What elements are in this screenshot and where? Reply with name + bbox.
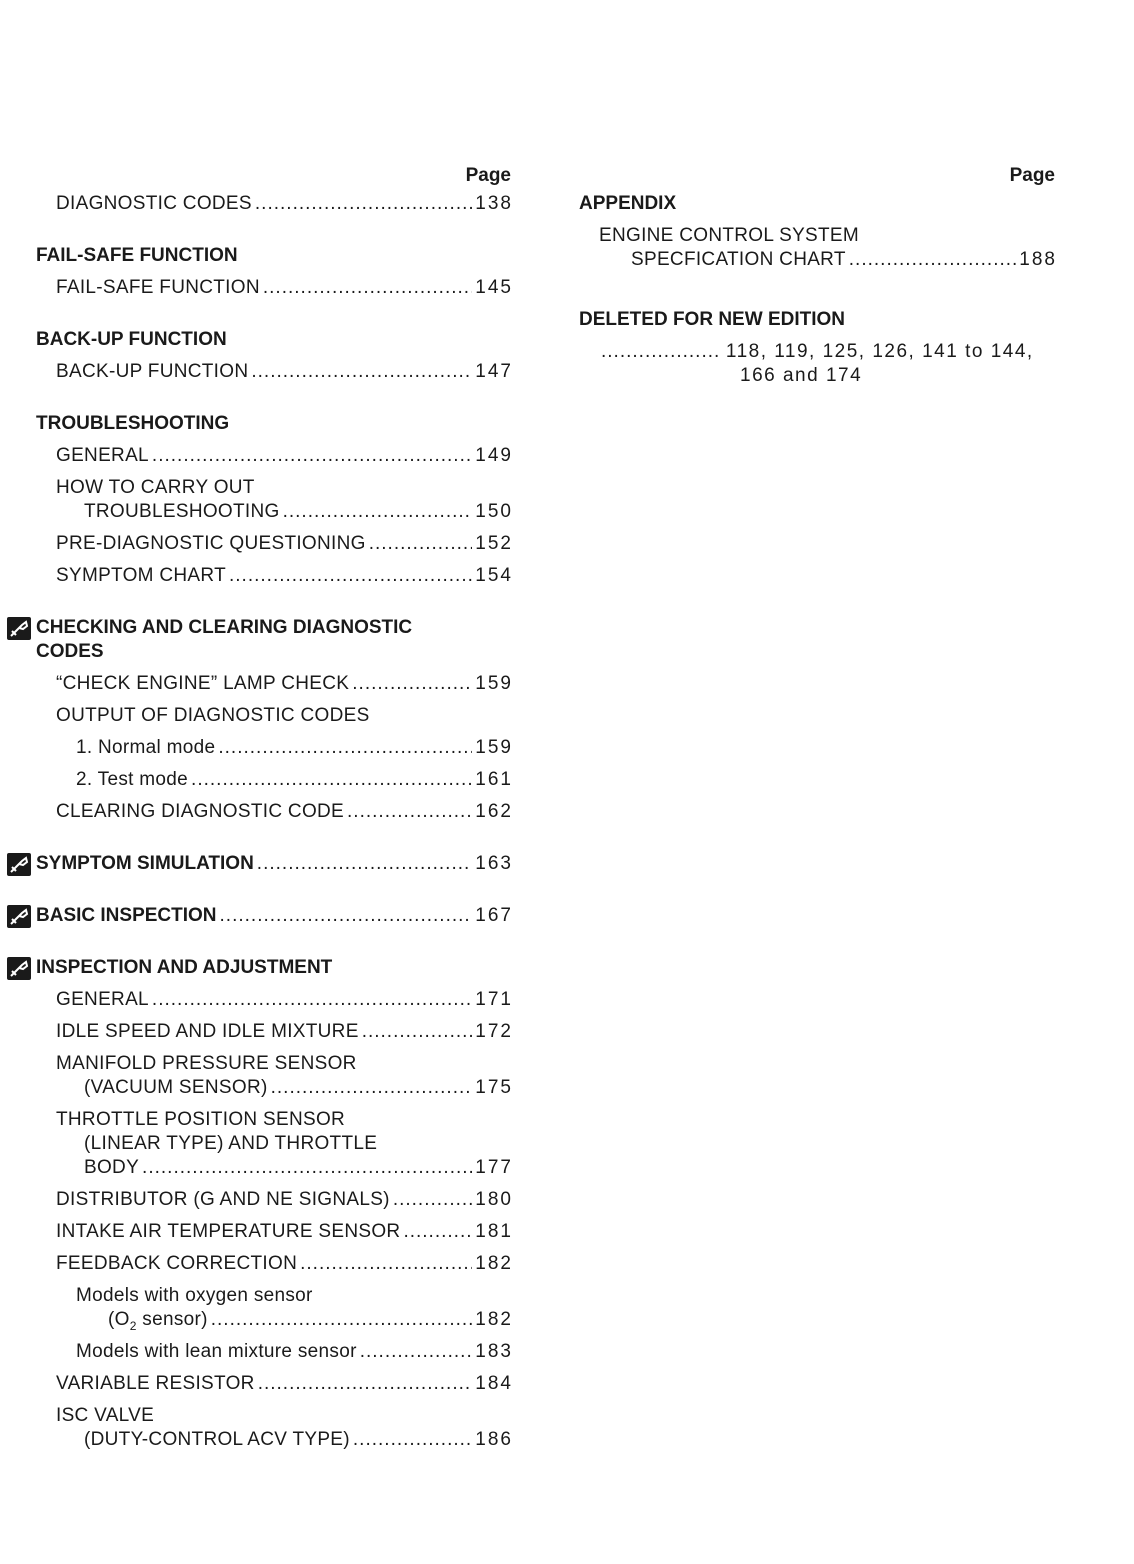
section-heading-inspection-adjustment: INSPECTION AND ADJUSTMENT	[36, 936, 511, 988]
page-number: 181	[475, 1221, 513, 1242]
toc-entry[interactable]: FAIL-SAFE FUNCTION ..... 145	[36, 276, 511, 308]
page-number: 167	[475, 905, 513, 926]
toc-entry[interactable]: THROTTLE POSITION SENSOR (LINEAR TYPE) AND THROTTLE BODY ..... 177	[36, 1108, 511, 1188]
page-column-header: Page	[465, 165, 511, 186]
toc-entry[interactable]: 2. Test mode ..... 161	[36, 768, 511, 800]
toc-entry[interactable]: Models with lean mixture sensor ..... 183	[36, 1340, 511, 1372]
toc-entry[interactable]: CLEARING DIAGNOSTIC CODE ..... 162	[36, 800, 511, 832]
section-heading-fail-safe: FAIL-SAFE FUNCTION	[36, 245, 238, 266]
page-number: 182	[475, 1309, 513, 1330]
page-number: 145	[475, 277, 513, 298]
page-number: 150	[475, 501, 513, 522]
page-number: 147	[475, 361, 513, 382]
page-number: 152	[475, 533, 513, 554]
page-number: 161	[475, 769, 513, 790]
page-number: 154	[475, 565, 513, 586]
toc-entry[interactable]: VARIABLE RESISTOR ..... 184	[36, 1372, 511, 1404]
page-column-header: Page	[1009, 165, 1055, 186]
toc-entry[interactable]: “CHECK ENGINE” LAMP CHECK ..... 159	[36, 672, 511, 704]
toc-entry[interactable]: 1. Normal mode ..... 159	[36, 736, 511, 768]
toc-entry[interactable]: IDLE SPEED AND IDLE MIXTURE ..... 172	[36, 1020, 511, 1052]
toc-entry[interactable]: GENERAL ..... 171	[36, 988, 511, 1020]
page-number: 186	[475, 1429, 513, 1450]
toc-entry[interactable]: Models with oxygen sensor ($O_2$ sensor) ..... 182	[36, 1284, 511, 1340]
page-number: 171	[475, 989, 513, 1010]
page-number: 159	[475, 737, 513, 758]
page-number: 182	[475, 1253, 513, 1274]
service-tool-icon	[7, 617, 31, 640]
toc-left-column	[36, 160, 511, 1460]
page-number: 172	[475, 1021, 513, 1042]
page-number: 188	[1019, 249, 1057, 270]
section-heading-symptom-simulation[interactable]: SYMPTOM SIMULATION ..... 163	[36, 832, 511, 884]
toc-entry[interactable]: BACK-UP FUNCTION ..... 147	[36, 360, 511, 392]
toc-entry[interactable]: GENERAL ..... 149	[36, 444, 511, 476]
toc-entry[interactable]: DISTRIBUTOR (G AND NE SIGNALS) ..... 180	[36, 1188, 511, 1220]
service-tool-icon	[7, 957, 31, 980]
toc-entry[interactable]: FEEDBACK CORRECTION ..... 182	[36, 1252, 511, 1284]
section-heading-appendix: APPENDIX	[579, 193, 677, 214]
service-tool-icon	[7, 853, 31, 876]
section-heading-checking-clearing: CHECKING AND CLEARING DIAGNOSTIC CODES	[36, 596, 511, 672]
deleted-pages-list: ................... 118, 119, 125, 126, 141 to 144, 166 and 174	[601, 341, 1034, 386]
page-number: 175	[475, 1077, 513, 1098]
page-number: 177	[475, 1157, 513, 1178]
section-heading-basic-inspection[interactable]: BASIC INSPECTION ..... 167	[36, 884, 511, 936]
page-number: 162	[475, 801, 513, 822]
section-heading-troubleshooting: TROUBLESHOOTING	[36, 413, 230, 434]
toc-entry[interactable]: DIAGNOSTIC CODES ..... 138	[36, 192, 511, 224]
page-number: 180	[475, 1189, 513, 1210]
toc-entry[interactable]: ENGINE CONTROL SYSTEM SPECFICATION CHART ..... 188	[579, 224, 1055, 280]
toc-entry[interactable]: INTAKE AIR TEMPERATURE SENSOR ..... 181	[36, 1220, 511, 1252]
page-number: 159	[475, 673, 513, 694]
page-number: 149	[475, 445, 513, 466]
toc-entry[interactable]: MANIFOLD PRESSURE SENSOR (VACUUM SENSOR) ..... 175	[36, 1052, 511, 1108]
toc-entry[interactable]: ISC VALVE (DUTY-CONTROL ACV TYPE) ..... 186	[36, 1404, 511, 1460]
page-number: 163	[475, 853, 513, 874]
toc-entry[interactable]: PRE-DIAGNOSTIC QUESTIONING ..... 152	[36, 532, 511, 564]
section-heading-deleted: DELETED FOR NEW EDITION	[579, 309, 845, 330]
toc-entry[interactable]: OUTPUT OF DIAGNOSTIC CODES	[56, 705, 370, 726]
service-tool-icon	[7, 905, 31, 928]
toc-entry[interactable]: SYMPTOM CHART ..... 154	[36, 564, 511, 596]
page-number: 138	[475, 193, 513, 214]
page-number: 183	[475, 1341, 513, 1362]
toc-entry[interactable]: HOW TO CARRY OUT TROUBLESHOOTING ..... 150	[36, 476, 511, 532]
toc-right-column	[579, 160, 1055, 396]
section-heading-back-up: BACK-UP FUNCTION	[36, 329, 227, 350]
page-number: 184	[475, 1373, 513, 1394]
